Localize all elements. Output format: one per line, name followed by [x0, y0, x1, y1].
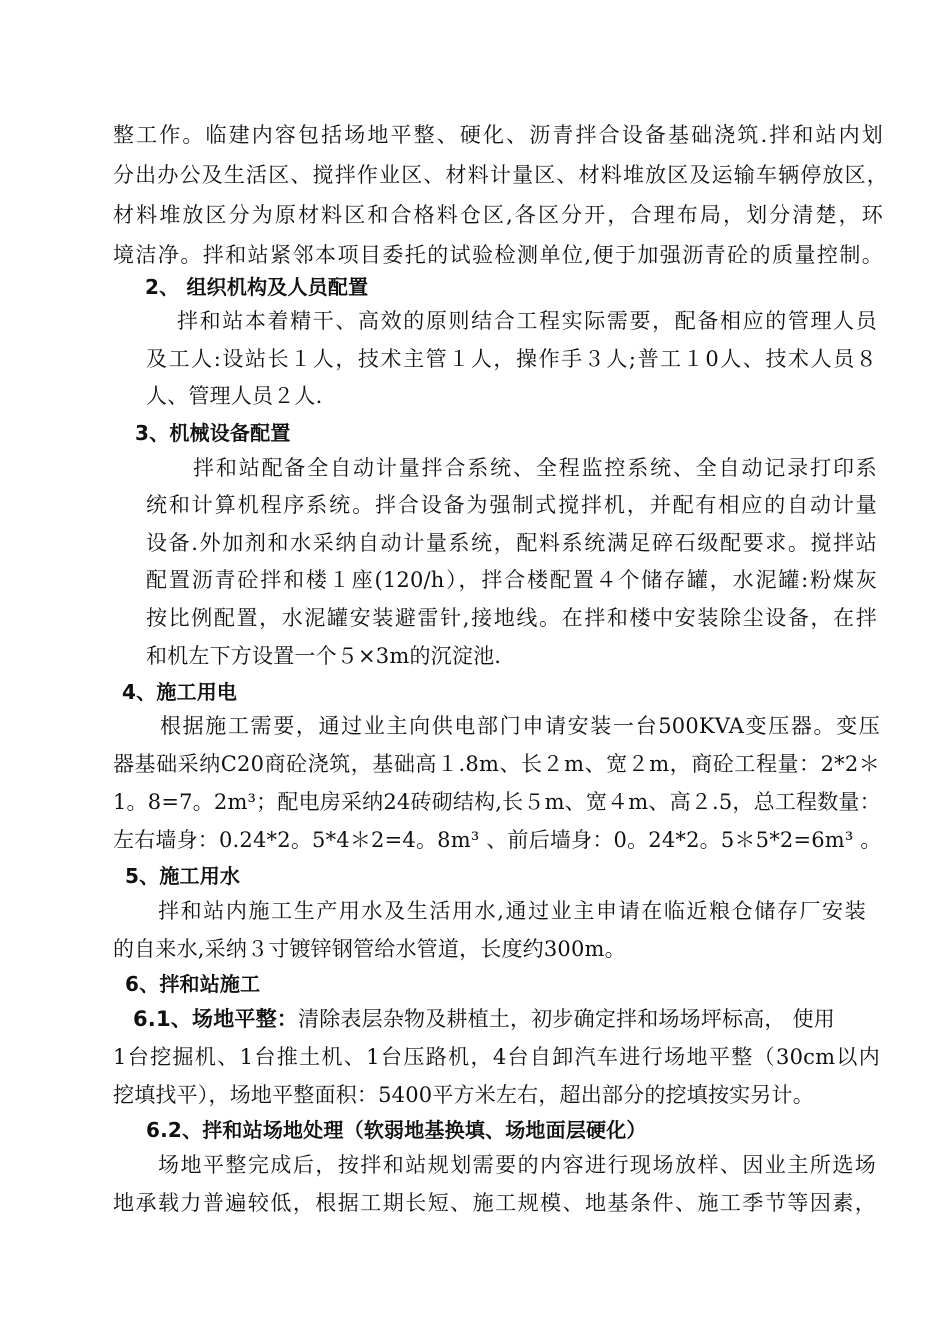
section-heading: 2、 组织机构及人员配置	[145, 275, 369, 299]
body-text-line: 人、管理人员２人.	[146, 384, 323, 408]
body-text-line: 统和计算机程序系统。拌合设备为强制式搅拌机，并配有相应的自动计量	[146, 493, 877, 517]
body-text: 清除表层杂物及耕植土，初步确定拌和场场坪标高， 使用	[298, 1007, 835, 1031]
section-heading: 3、机械设备配置	[135, 421, 291, 445]
body-text-line: 拌和站配备全自动计量拌合系统、全程监控系统、全自动记录打印系	[193, 456, 877, 480]
section-heading: 5、施工用水	[125, 864, 241, 888]
body-text-line: 整工作。临建内容包括场地平整、硬化、沥青拌合设备基础浇筑.拌和站内划	[113, 123, 883, 147]
body-text-line: 拌和站内施工生产用水及生活用水,通过业主申请在临近粮仓储存厂安装	[158, 899, 866, 923]
body-text-line: 1。8=7。2m³；配电房采纳24砖砌结构,长５m、宽４m、高２.5，总工程数量：	[113, 790, 881, 814]
body-text-line: 的自来水,采纳３寸镀锌钢管给水管道，长度约300m。	[113, 937, 626, 961]
body-text-line: 境洁净。拌和站紧邻本项目委托的试验检测单位,便于加强沥青砼的质量控制。	[113, 243, 883, 267]
body-text-line: 材料堆放区分为原材料区和合格料仓区,各区分开，合理布局，划分清楚，环	[113, 203, 883, 227]
body-text-line: 挖填找平），场地平整面积：5400平方米左右，超出部分的挖填按实另计。	[113, 1083, 814, 1107]
body-text-line: 分出办公及生活区、搅拌作业区、材料计量区、材料堆放区及运输车辆停放区，	[113, 163, 888, 187]
body-text-line: 地承载力普遍较低，根据工期长短、施工规模、地基条件、施工季节等因素，	[113, 1191, 876, 1215]
body-text-line: 及工人:设站长１人，技术主管１人，操作手３人;普工１0人、技术人员８	[146, 347, 877, 371]
subsection-heading: 6.2、拌和站场地处理（软弱地基换填、场地面层硬化）	[146, 1118, 647, 1142]
subsection-label: 6.1、场地平整：	[133, 1007, 299, 1031]
body-text-line: 按比例配置，水泥罐安装避雷针,接地线。在拌和楼中安装除尘设备，在拌	[146, 606, 877, 630]
body-text-line: 器基础采纳C20商砼浇筑，基础高１.8m、长２m、宽２m，商砼工程量：2*2＊	[113, 752, 880, 776]
subsection-line	[133, 1004, 835, 1034]
body-text-line: 和机左下方设置一个５×3m的沉淀池.	[146, 644, 502, 668]
body-text-line: 设备.外加剂和水采纳自动计量系统，配料系统满足碎石级配要求。搅拌站	[146, 531, 877, 555]
body-text-line: 左右墙身：0.24*2。5*4＊2=4。8m³ 、前后墙身：0。24*2。5＊5*2=6m³ 。	[113, 828, 882, 852]
body-text-line: 1台挖掘机、1台推土机、1台压路机，4台自卸汽车进行场地平整（30cm以内	[113, 1045, 880, 1069]
body-text-line: 场地平整完成后，按拌和站规划需要的内容进行现场放样、因业主所选场	[158, 1153, 876, 1177]
body-text-line: 根据施工需要，通过业主向供电部门申请安装一台500KVA变压器。变压	[160, 714, 880, 738]
body-text-line: 配置沥青砼拌和楼１座(120/h），拌合楼配置４个储存罐，水泥罐:粉煤灰	[146, 568, 877, 592]
body-text-line: 拌和站本着精干、高效的原则结合工程实际需要，配备相应的管理人员	[177, 309, 877, 333]
section-heading: 6、拌和站施工	[125, 972, 261, 996]
section-heading: 4、施工用电	[122, 680, 238, 704]
